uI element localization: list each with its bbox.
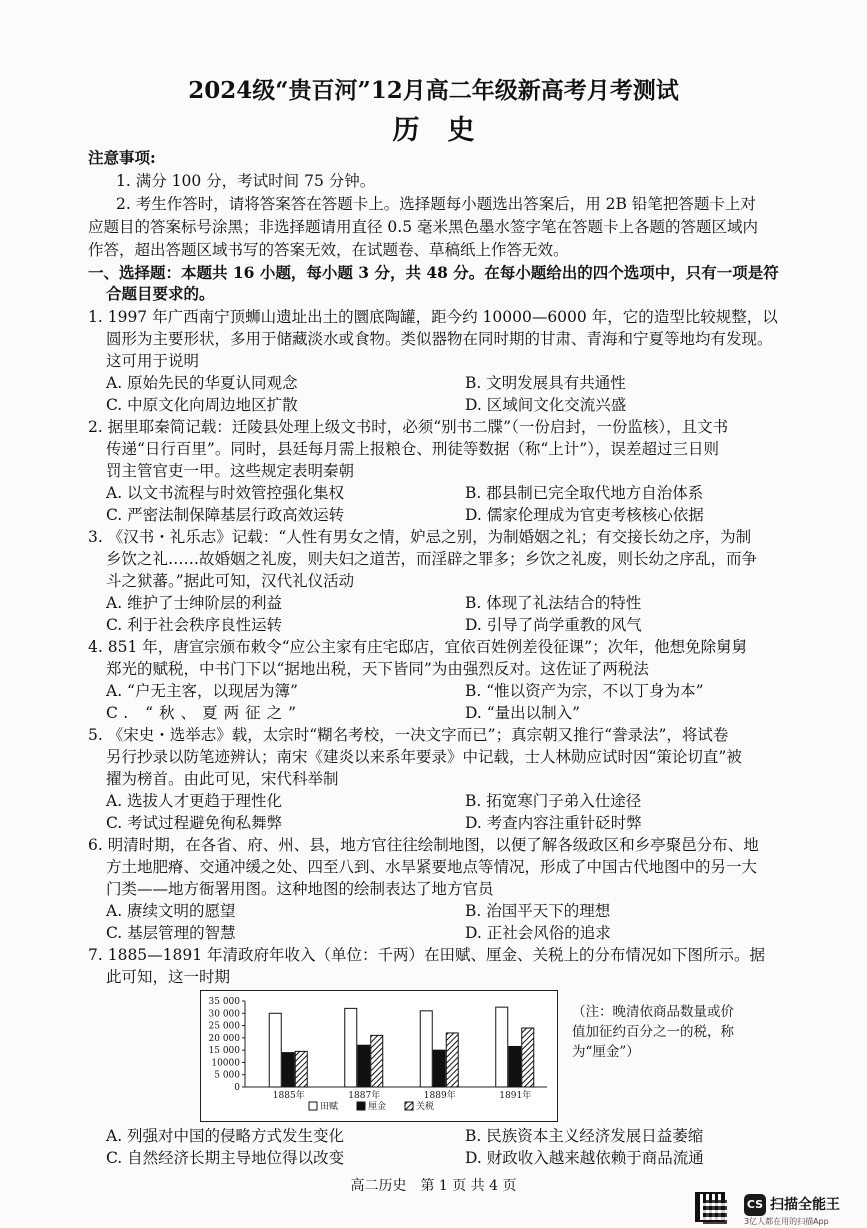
- option-a: A. 以文书流程与时效管控强化集权: [106, 484, 345, 502]
- bar: [358, 1045, 370, 1087]
- option-c: C. “秋、夏两征之”: [106, 704, 303, 722]
- option-a: A. 赓续文明的愿望: [106, 902, 236, 920]
- y-tick-label: 30 000: [208, 1009, 240, 1020]
- option-a: A. 原始先民的华夏认同观念: [106, 374, 298, 392]
- y-tick-label: 15 000: [208, 1046, 240, 1057]
- question-stem: 圆形为主要形状，多用于储藏淡水或食物。类似器物在同时期的甘肃、青海和宁夏等地均有发现。: [106, 330, 773, 348]
- x-tick-label: 1885年: [272, 1091, 305, 1101]
- option-d: D. 正社会风俗的追求: [465, 924, 611, 942]
- legend-swatch: [309, 1102, 317, 1110]
- camscanner-tagline: 3亿人都在用的扫描App: [744, 1217, 829, 1226]
- question-stem: 这可用于说明: [106, 352, 200, 370]
- bar: [269, 1013, 281, 1087]
- option-d: D. 财政收入越来越依赖于商品流通: [465, 1149, 704, 1167]
- question-stem: 4. 851 年，唐宣宗颁布敕令“应公主家有庄宅邸店，宜依百姓例差役征课”；次年，他想免除舅舅: [88, 638, 748, 656]
- bar: [282, 1053, 294, 1087]
- option-b: B. 治国平天下的理想: [465, 902, 611, 920]
- option-a: A. 维护了士绅阶层的利益: [106, 594, 283, 612]
- y-tick-label: 20 000: [208, 1033, 240, 1044]
- option-c: C. 严密法制保障基层行政高效运转: [106, 506, 345, 524]
- bar: [446, 1033, 458, 1087]
- question-stem: 乡饮之礼……故婚姻之礼废，则夫妇之道苦，而淫辟之罪多；乡饮之礼废，则长幼之序乱，而争: [106, 550, 758, 568]
- option-a: A. “户无主客，以现居为簿”: [106, 682, 298, 700]
- option-d: D. “量出以制入”: [465, 704, 581, 722]
- legend-label: 田赋: [320, 1102, 339, 1112]
- option-a: A. 选拔人才更趋于理性化: [106, 792, 283, 810]
- chart-note: 为“厘金”）: [572, 1044, 640, 1060]
- y-tick-label: 25 000: [208, 1021, 240, 1032]
- legend-swatch: [405, 1102, 413, 1110]
- option-b: B. 民族资本主义经济发展日益萎缩: [465, 1127, 704, 1145]
- question-stem: 5. 《宋史・选举志》载，太宗时“糊名考校，一决文字而已”；真宗朝又推行“誊录法”，将试卷: [88, 726, 729, 744]
- question-stem: 擢为榜首。由此可见，宋代科举制: [106, 770, 339, 788]
- question-stem: 2. 据里耶秦简记载：迁陵县处理上级文书时，必须“别书二牒”（一份启封，一份监核），且文书: [88, 418, 729, 436]
- notice-item: 应题目的答案标号涂黑；非选择题请用直径 0.5 毫米黑色墨水签字笔在答题卡上各题的答题区域内: [88, 218, 759, 236]
- option-d: D. 儒家伦理成为官吏考核核心依据: [465, 506, 704, 524]
- subject-title: 历史: [392, 115, 503, 146]
- section-heading-cont: 合题目要求的。: [106, 284, 215, 303]
- bar: [345, 1008, 357, 1087]
- legend-label: 关税: [416, 1102, 435, 1112]
- option-b: B. 文明发展具有共通性: [465, 374, 626, 392]
- question-stem: 另行抄录以防笔迹辨认；南宋《建炎以来系年要录》中记载，士人林勋应试时因“策论切直”被: [106, 748, 742, 766]
- option-c: C. 考试过程避免徇私舞弊: [106, 814, 283, 832]
- section-heading: 一、选择题：本题共 16 小题，每小题 3 分，共 48 分。在每小题给出的四个选项中，只有一项是符: [88, 263, 779, 282]
- option-b: B. 体现了礼法结合的特性: [465, 594, 642, 612]
- question-stem: 斗之狱蕃。”据此可知，汉代礼仪活动: [106, 572, 355, 590]
- question-stem: 此可知，这一时期: [106, 968, 231, 986]
- notice-item: 2. 考生作答时，请将答案答在答题卡上。选择题每小题选出答案后，用 2B 铅笔把答题卡上对: [116, 195, 756, 213]
- legend-swatch: [357, 1102, 365, 1110]
- chart-svg: [201, 991, 557, 1121]
- notice-item: 1. 满分 100 分，考试时间 75 分钟。: [116, 172, 376, 190]
- camscanner-app-name: 扫描全能王: [770, 1197, 840, 1213]
- option-a: A. 列强对中国的侵略方式发生变化: [106, 1127, 345, 1145]
- camscanner-logo-icon: CS: [744, 1194, 766, 1216]
- bar: [420, 1011, 432, 1087]
- x-tick-label: 1891年: [499, 1091, 532, 1101]
- option-c: C. 基层管理的智慧: [106, 924, 236, 942]
- notice-heading: 注意事项:: [88, 148, 156, 167]
- notice-item: 作答，超出答题区域书写的答案无效，在试题卷、草稿纸上作答无效。: [88, 241, 569, 259]
- chart-note: （注：晚清依商品数量或价: [572, 1004, 734, 1020]
- bar: [496, 1007, 508, 1087]
- x-tick-label: 1887年: [348, 1091, 381, 1101]
- option-b: B. “惟以资产为宗，不以丁身为本”: [465, 682, 704, 700]
- y-tick-label: 0: [234, 1083, 240, 1093]
- question-stem: 7. 1885—1891 年清政府年收入（单位：千两）在田赋、厘金、关税上的分布情况如下图所示。据: [88, 946, 766, 964]
- question-stem: 1. 1997 年广西南宁顶蛳山遗址出土的圜底陶罐，距今约 10000—6000 年，它的造型比较规整，以: [88, 308, 778, 326]
- y-tick-label: 5 000: [214, 1070, 240, 1081]
- x-tick-label: 1889年: [423, 1091, 456, 1101]
- question-stem: 门类——地方衙署用图。这种地图的绘制表达了地方官员: [106, 880, 494, 898]
- question-stem: 6. 明清时期，在各省、府、州、县，地方官往往绘制地图，以便了解各级政区和乡亭聚邑分布、地: [88, 836, 759, 854]
- question-stem: 3. 《汉书・礼乐志》记载：“人性有男女之情，妒忌之别，为制婚姻之礼；有交接长幼之序，为制: [88, 528, 752, 546]
- option-b: B. 拓宽寒门子弟入仕途径: [465, 792, 642, 810]
- question-stem: 方土地肥瘠、交通冲缓之处、四至八到、水旱紧要地点等情况，形成了中国古代地图中的另一大: [106, 858, 758, 876]
- bar: [295, 1051, 307, 1087]
- bar: [509, 1046, 521, 1087]
- exam-title: 2024级“贵百河”12月高二年级新高考月考测试: [188, 77, 679, 104]
- bar: [522, 1028, 534, 1087]
- y-tick-label: 35 000: [208, 997, 240, 1007]
- page-footer: 高二历史 第 1 页 共 4 页: [350, 1178, 517, 1194]
- option-b: B. 郡县制已完全取代地方自治体系: [465, 484, 704, 502]
- question-stem: 传递“日行百里”。同时，县廷每月需上报粮仓、刑徒等数据（称“上计”），误差超过三日则: [106, 440, 719, 458]
- qr-code-icon: [695, 1192, 725, 1222]
- legend-label: 厘金: [368, 1102, 387, 1112]
- chart-note: 值加征约百分之一的税，称: [572, 1024, 734, 1040]
- bar: [371, 1035, 383, 1087]
- option-c: C. 中原文化向周边地区扩散: [106, 396, 298, 414]
- option-c: C. 利于社会秩序良性运转: [106, 616, 283, 634]
- question-stem: 郑光的赋税，中书门下以“据地出税，天下皆同”为由强烈反对。这佐证了两税法: [106, 660, 649, 678]
- revenue-bar-chart: [200, 990, 558, 1122]
- option-d: D. 考查内容注重针砭时弊: [465, 814, 642, 832]
- question-stem: 罚主管官吏一甲。这些规定表明秦朝: [106, 462, 355, 480]
- y-tick-label: 10000: [211, 1058, 240, 1069]
- option-c: C. 自然经济长期主导地位得以改变: [106, 1149, 345, 1167]
- option-d: D. 区域间文化交流兴盛: [465, 396, 627, 414]
- option-d: D. 引导了尚学重教的风气: [465, 616, 642, 634]
- bar: [433, 1050, 445, 1087]
